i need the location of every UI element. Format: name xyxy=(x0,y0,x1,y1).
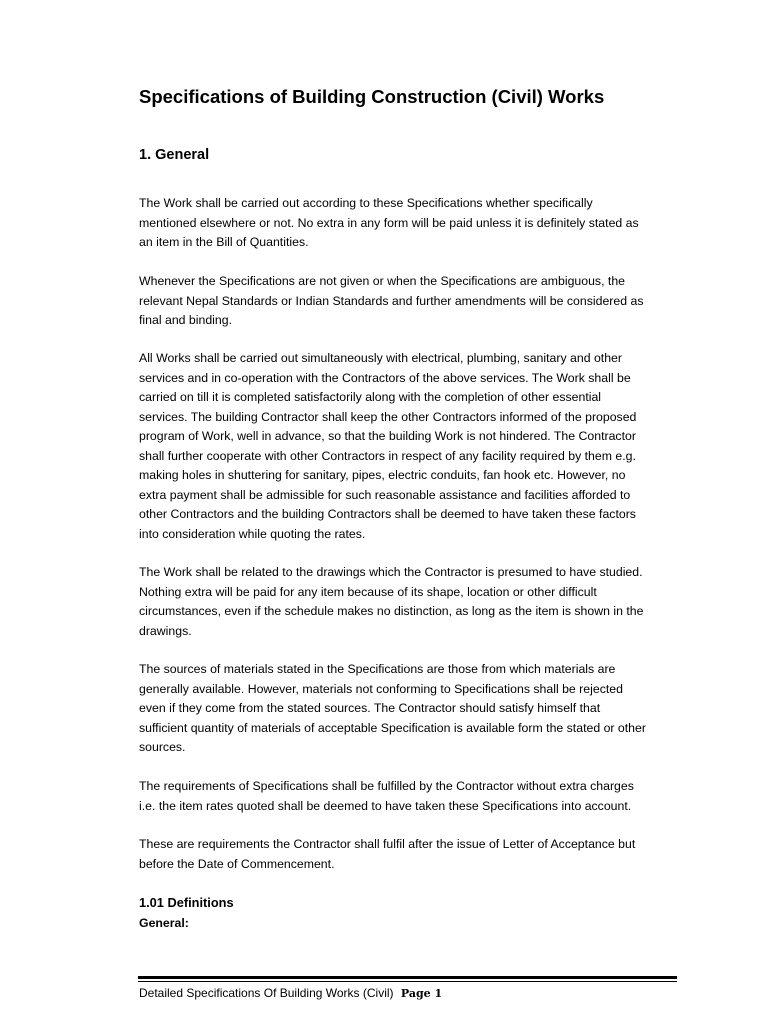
subsection-heading-definitions: 1.01 Definitions xyxy=(139,895,234,910)
paragraph-line: generally available. However, materials not conforming to Specifications shall be rejected xyxy=(139,681,623,696)
paragraph-line: final and binding. xyxy=(139,313,232,327)
section-heading-general: 1. General xyxy=(139,147,210,163)
paragraph-line: services. The building Contractor shall keep the other Contractors informed of the proposed xyxy=(139,409,637,424)
footer-divider-thick xyxy=(138,976,677,979)
paragraph-1 xyxy=(139,194,679,253)
paragraph-line: an item in the Bill of Quantities. xyxy=(139,235,309,249)
paragraph-line: into consideration while quoting the rates. xyxy=(139,526,366,541)
paragraph-line: The Work shall be carried out according to these Specifications whether specifically xyxy=(139,196,593,210)
paragraph-6 xyxy=(139,777,679,816)
footer-divider-thin xyxy=(138,981,677,982)
paragraph-line: Whenever the Specifications are not given or when the Specifications are ambiguous, the xyxy=(139,274,626,288)
paragraph-line: services and in co-operation with the Contractors of the above services. The Work shall be xyxy=(139,370,631,385)
paragraph-line: The sources of materials stated in the Specifications are those from which materials are xyxy=(139,662,616,676)
paragraph-line: mentioned elsewhere or not. No extra in any form will be paid unless it is definitely stated as xyxy=(139,215,639,230)
paragraph-line: shall further cooperate with other Contractors in respect of any facility required by them e.g. xyxy=(139,448,636,463)
paragraph-line: making holes in shuttering for sanitary, pipes, electric conduits, fan hook etc. However, no xyxy=(139,468,626,482)
paragraph-line: sources. xyxy=(139,740,186,754)
paragraph-line: The Work shall be related to the drawings which the Contractor is presumed to have studied. xyxy=(139,565,643,579)
paragraph-line: program of Work, well in advance, so that the building Work is not hindered. The Contractor xyxy=(139,429,636,443)
paragraph-line: Nothing extra will be paid for any item because of its shape, location or other difficult xyxy=(139,584,597,599)
paragraph-line: circumstances, even if the schedule makes no distinction, as long as the item is shown in the xyxy=(139,604,644,618)
subsubsection-heading-general: General: xyxy=(139,916,189,930)
paragraph-4 xyxy=(139,563,679,641)
paragraph-line: The requirements of Specifications shall be fulfilled by the Contractor without extra charges xyxy=(139,779,634,793)
paragraph-line: even if they come from the stated sources. The Contractor should satisfy himself that xyxy=(139,701,601,715)
footer-text: Detailed Specifications Of Building Works (Civil) xyxy=(139,986,394,1000)
paragraph-line: sufficient quantity of materials of acceptable Specification is available form the stated or other xyxy=(139,720,646,735)
paragraph-5 xyxy=(139,660,679,758)
paragraph-line: drawings. xyxy=(139,623,192,638)
paragraph-line: extra payment shall be admissible for such reasonable assistance and facilities afforded to xyxy=(139,487,631,502)
paragraph-line: These are requirements the Contractor shall fulfil after the issue of Letter of Acceptance but xyxy=(139,837,636,851)
paragraph-line: relevant Nepal Standards or Indian Standards and further amendments will be considered as xyxy=(139,293,644,308)
paragraph-line: other Contractors and the building Contractors shall be deemed to have taken these factors xyxy=(139,507,636,521)
paragraph-line: carried on till it is completed satisfactorily along with the completion of other essential xyxy=(139,390,602,404)
paragraph-line: i.e. the item rates quoted shall be deemed to have taken these Specifications into account. xyxy=(139,798,632,813)
paragraph-2 xyxy=(139,272,679,331)
paragraph-line: All Works shall be carried out simultaneously with electrical, plumbing, sanitary and other xyxy=(139,351,622,365)
paragraph-7 xyxy=(139,835,679,874)
page-footer xyxy=(139,985,442,1002)
page-number: Page 1 xyxy=(400,987,443,1000)
document-title: Specifications of Building Construction (Civil) Works xyxy=(139,86,605,107)
paragraph-line: before the Date of Commencement. xyxy=(139,856,335,871)
paragraph-3 xyxy=(139,349,679,544)
